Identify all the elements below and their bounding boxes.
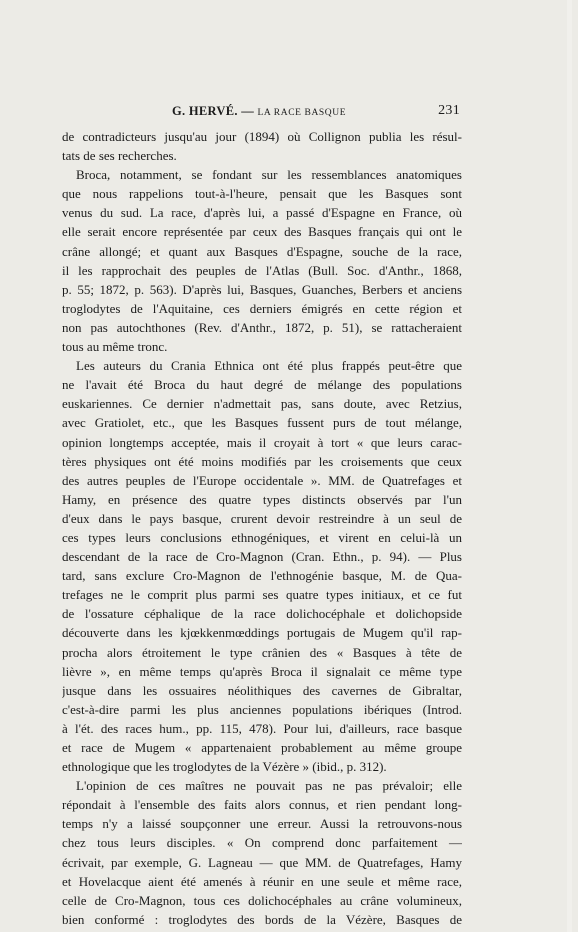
text-line: euskariennes. Ce dernier n'admettait pas, sans doute, avec Retzius, xyxy=(62,396,462,412)
text-line: jusque dans les ossuaires néolithiques des cavernes de Gibraltar, xyxy=(62,682,462,698)
text-line: procha alors étroitement le type crânien des « Basques à tête de xyxy=(62,644,462,660)
text-line: Broca, notamment, se fondant sur les ressemblances anatomiques xyxy=(76,167,462,183)
text-line: écrivait, par exemple, G. Lagneau — que MM. de Quatrefages, Hamy xyxy=(62,854,462,870)
text-line: découverte dans les kjœkkenmœddings portugais de Mugem qu'il rap- xyxy=(62,625,462,641)
text-line: de l'ossature céphalique de la race dolichocéphale et dolichopside xyxy=(62,606,462,622)
text-line: venus du sud. La race, d'après lui, a passé d'Espagne en France, où xyxy=(62,205,462,221)
text-line: à l'ét. des races hum., pp. 115, 478). Pour lui, d'ailleurs, race basque xyxy=(62,720,462,736)
text-line: ces types leurs conclusions ethnogéniques, et virent en celui-là un xyxy=(62,529,462,545)
text-line: celle de Cro-Magnon, tous ces dolichocéphales au crâne volumineux, xyxy=(62,892,462,908)
header-title: LA RACE BASQUE xyxy=(257,108,347,118)
text-line: tard, sans exclure Cro-Magnon de l'ethnogénie basque, M. de Qua- xyxy=(62,568,462,584)
text-line: opinion longtemps acceptée, mais il croyait à tort « que leurs carac- xyxy=(62,434,462,450)
text-line: de contradicteurs jusqu'au jour (1894) où Collignon publia les résul- xyxy=(62,129,462,144)
text-line: et Hovelacque aient été amenés à réunir en une seule et même race, xyxy=(62,873,462,889)
text-line: il les rapprochait des peuples de l'Atlas (Bull. Soc. d'Anthr., 1868, xyxy=(62,262,462,278)
text-line: p. 55; 1872, p. 563). D'après lui, Basques, Guanches, Berbers et anciens xyxy=(62,281,462,297)
text-line: tous au même tronc. xyxy=(62,339,168,355)
page-edge xyxy=(567,0,572,932)
text-line: L'opinion de ces maîtres ne pouvait pas ne pas prévaloir; elle xyxy=(76,778,462,794)
running-header xyxy=(62,104,460,122)
text-line: non pas autochthones (Rev. d'Anthr., 1872, p. 51), se rattacheraient xyxy=(62,319,462,335)
text-line: lièvre », en même temps qu'après Broca il signalait ce même type xyxy=(62,663,462,679)
text-line: tats de ses recherches. xyxy=(62,148,177,164)
text-line: que nous rappelions tout-à-l'heure, pensait que les Basques sont xyxy=(62,186,462,202)
text-line: et race de Mugem « appartenaient probablement au même groupe xyxy=(62,740,462,755)
text-line: temps n'y a laissé soupçonner une erreur. Aussi la retrouvons-nous xyxy=(62,816,462,832)
text-line: ne l'avait été Broca du haut degré de mélange des populations xyxy=(62,377,462,393)
text-line: Hamy, en présence des quatre types distincts observés par l'un xyxy=(62,491,462,507)
text-line: troglodytes de l'Aquitaine, ces derniers émigrés en cette région et xyxy=(62,300,462,316)
text-line: crâne allongé; et quant aux Basques d'Espagne, souche de la race, xyxy=(62,243,462,259)
text-line: répondait à l'ensemble des faits alors connus, et rien pendant long- xyxy=(62,797,462,813)
text-line: avec Gratiolet, etc., que les Basques fussent purs de tout mélange, xyxy=(62,415,462,431)
text-line: ethnologique que les troglodytes de la Vézère » (ibid., p. 312). xyxy=(62,759,387,775)
page-number: 231 xyxy=(438,103,460,118)
text-line: bien conformé : troglodytes des bords de la Vézère, Basques de xyxy=(62,911,462,927)
text-line: chez tous leurs disciples. « On comprend donc parfaitement — xyxy=(62,835,462,851)
body-text xyxy=(62,127,462,929)
text-line: elle serait encore représentée par ceux des Basques français qui ont le xyxy=(62,224,462,240)
header-author: G. HERVÉ. — xyxy=(172,104,255,118)
text-line: d'eux dans le pays basque, crurent devoir restreindre à un seul de xyxy=(62,510,462,526)
text-line: c'est-à-dire parmi les plus anciennes populations ibériques (Introd. xyxy=(62,701,462,717)
running-title xyxy=(172,104,346,119)
text-line: tères physiques ont été moins modifiés par les croisements que ceux xyxy=(62,453,462,469)
text-line: descendant de la race de Cro-Magnon (Cran. Ethn., p. 94). — Plus xyxy=(62,549,462,565)
text-line: trefages ne le comprit plus parmi ses quatre types initiaux, et ce fut xyxy=(62,587,462,603)
text-line: des autres peuples de l'Europe occidentale ». MM. de Quatrefages et xyxy=(62,472,462,488)
text-line: Les auteurs du Crania Ethnica ont été plus frappés peut-être que xyxy=(76,358,462,374)
